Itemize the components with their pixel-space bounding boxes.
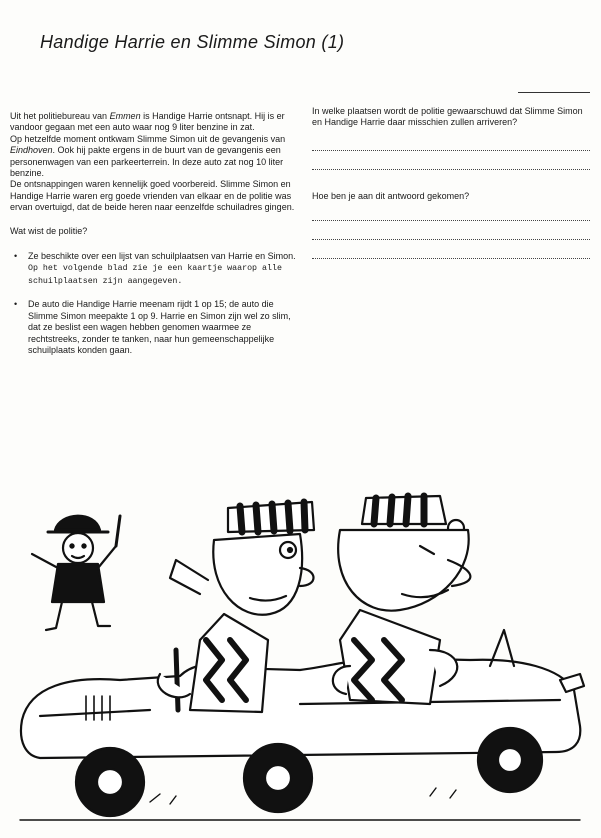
- story-column: [10, 111, 296, 368]
- fact-item: • De auto die Handige Harrie meenam rijdt 1 op 15; de auto die Slimme Simon meepakte 1 op 9. Harrie en Simon zijn wel zo slim, dat ze beslist een wagen hebben genomen waarmee ze rechtstreeks, zonder te tanken, naar hun gemeenschappelijke schuilplaats konden gaan.: [10, 299, 296, 356]
- story-text: is Handige Harrie ontsnapt. Hij is er vandoor gegaan met een auto waar nog 9 liter benzine in zat.: [10, 111, 285, 133]
- place-eindhoven: Eindhoven: [10, 145, 53, 156]
- story-paragraph-3: De ontsnappingen waren kennelijk goed voorbereid. Slimme Simon en Handige Harrie waren erg goede vrienden van elkaar en de politie was ervan overtuigd, dat de beide heren naar eenzelfde schuiladres gingen.: [10, 179, 295, 213]
- facts-list: [10, 251, 296, 356]
- fact-item: [10, 251, 296, 287]
- story-paragraph-2: [10, 134, 296, 180]
- page-title: Handige Harrie en Slimme Simon (1): [40, 32, 345, 52]
- story-text: . Ook hij pakte ergens in de buurt van de gevangenis een personenwagen van een parkeerterrein. In deze auto zat nog 10 liter benzine.: [10, 145, 284, 179]
- question-2: Hoe ben je aan dit antwoord gekomen?: [312, 190, 470, 201]
- answer-column: [312, 106, 594, 259]
- story-paragraph-1: [10, 111, 296, 134]
- name-line: [518, 92, 590, 93]
- escape-car: [20, 630, 584, 820]
- question-heading: Wat wist de politie?: [10, 225, 88, 236]
- place-emmen: Emmen: [109, 111, 141, 121]
- story-text: Op hetzelfde moment ontkwam Slimme Simon uit de gevangenis van: [10, 133, 286, 144]
- story-text: Uit het politiebureau van: [10, 111, 110, 121]
- policeman-figure: [32, 516, 120, 630]
- answer-line[interactable]: [312, 258, 590, 259]
- typed-note: schuilplaatsen zijn aangegeven.: [28, 276, 183, 286]
- crook-simon: [333, 496, 471, 704]
- typed-note: Op het volgende blad zie je een kaartje waarop alle: [28, 264, 282, 274]
- fact-text: Ze beschikte over een lijst van schuilplaatsen van Harrie en Simon.: [28, 251, 296, 262]
- cartoon-illustration: [0, 490, 601, 838]
- question-1: In welke plaatsen wordt de politie gewaarschuwd dat Slimme Simon en Handige Harrie daar misschien zullen arriveren?: [312, 106, 583, 128]
